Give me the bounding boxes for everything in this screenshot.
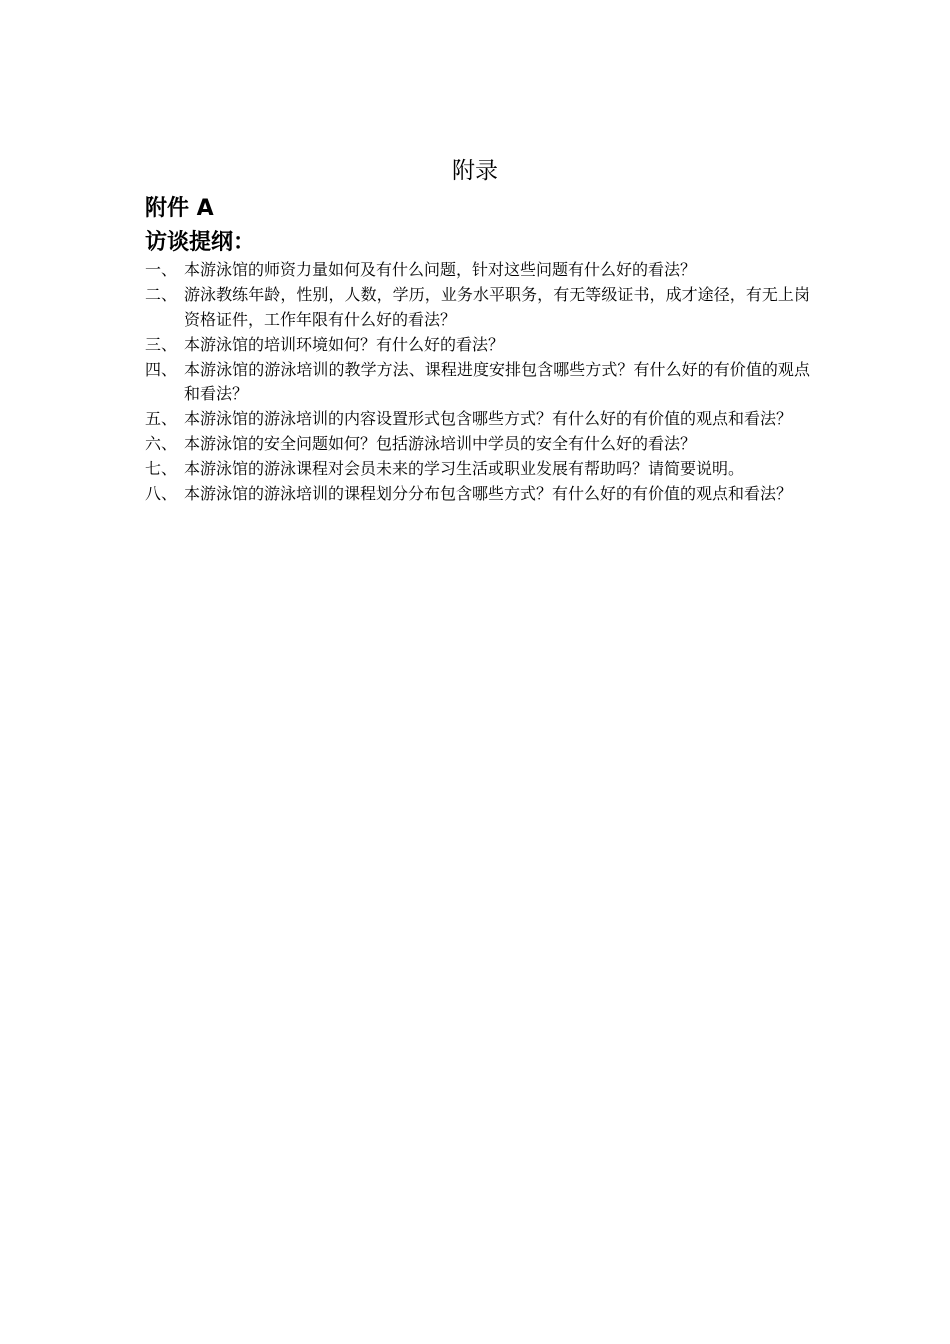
- question-text: 本游泳馆的游泳课程对会员未来的学习生活或职业发展有帮助吗？请简要说明。: [184, 459, 745, 478]
- list-item: [145, 482, 810, 507]
- question-text: 本游泳馆的师资力量如何及有什么问题，针对这些问题有什么好的看法？: [184, 260, 697, 279]
- question-number: 三、: [145, 334, 178, 354]
- question-text: 本游泳馆的培训环境如何？有什么好的看法？: [184, 334, 505, 354]
- question-number: 四、: [145, 359, 178, 379]
- question-text: 本游泳馆的游泳培训的内容设置形式包含哪些方式？有什么好的有价值的观点和看法？: [184, 409, 793, 428]
- question-list: [145, 258, 810, 507]
- page-title: 附录: [452, 158, 498, 184]
- list-item: [145, 333, 810, 358]
- question-text: 本游泳馆的安全问题如何？包括游泳培训中学员的安全有什么好的看法？: [184, 434, 697, 453]
- question-number: 一、: [145, 260, 178, 279]
- question-text: 本游泳馆的游泳培训的教学方法、课程进度安排包含哪些方式？有什么好的有价值的观点和看法？: [184, 359, 810, 403]
- list-item: [145, 258, 810, 283]
- list-item: [145, 457, 810, 482]
- question-number: 八、: [145, 484, 178, 503]
- annex-label: 附件 A: [145, 196, 214, 221]
- list-item: [145, 358, 810, 407]
- question-text: 本游泳馆的游泳培训的课程划分分布包含哪些方式？有什么好的有价值的观点和看法？: [184, 484, 793, 503]
- question-number: 五、: [145, 409, 178, 428]
- question-text: 游泳教练年龄，性别，人数，学历，业务水平职务，有无等级证书，成才途径，有无上岗资格证件，工作年限有什么好的看法？: [184, 285, 810, 329]
- outline-heading: 访谈提纲：: [145, 230, 256, 255]
- question-number: 七、: [145, 459, 178, 478]
- question-number: 六、: [145, 434, 178, 453]
- list-item: [145, 407, 810, 432]
- list-item: [145, 283, 810, 332]
- list-item: [145, 432, 810, 457]
- question-number: 二、: [145, 285, 178, 304]
